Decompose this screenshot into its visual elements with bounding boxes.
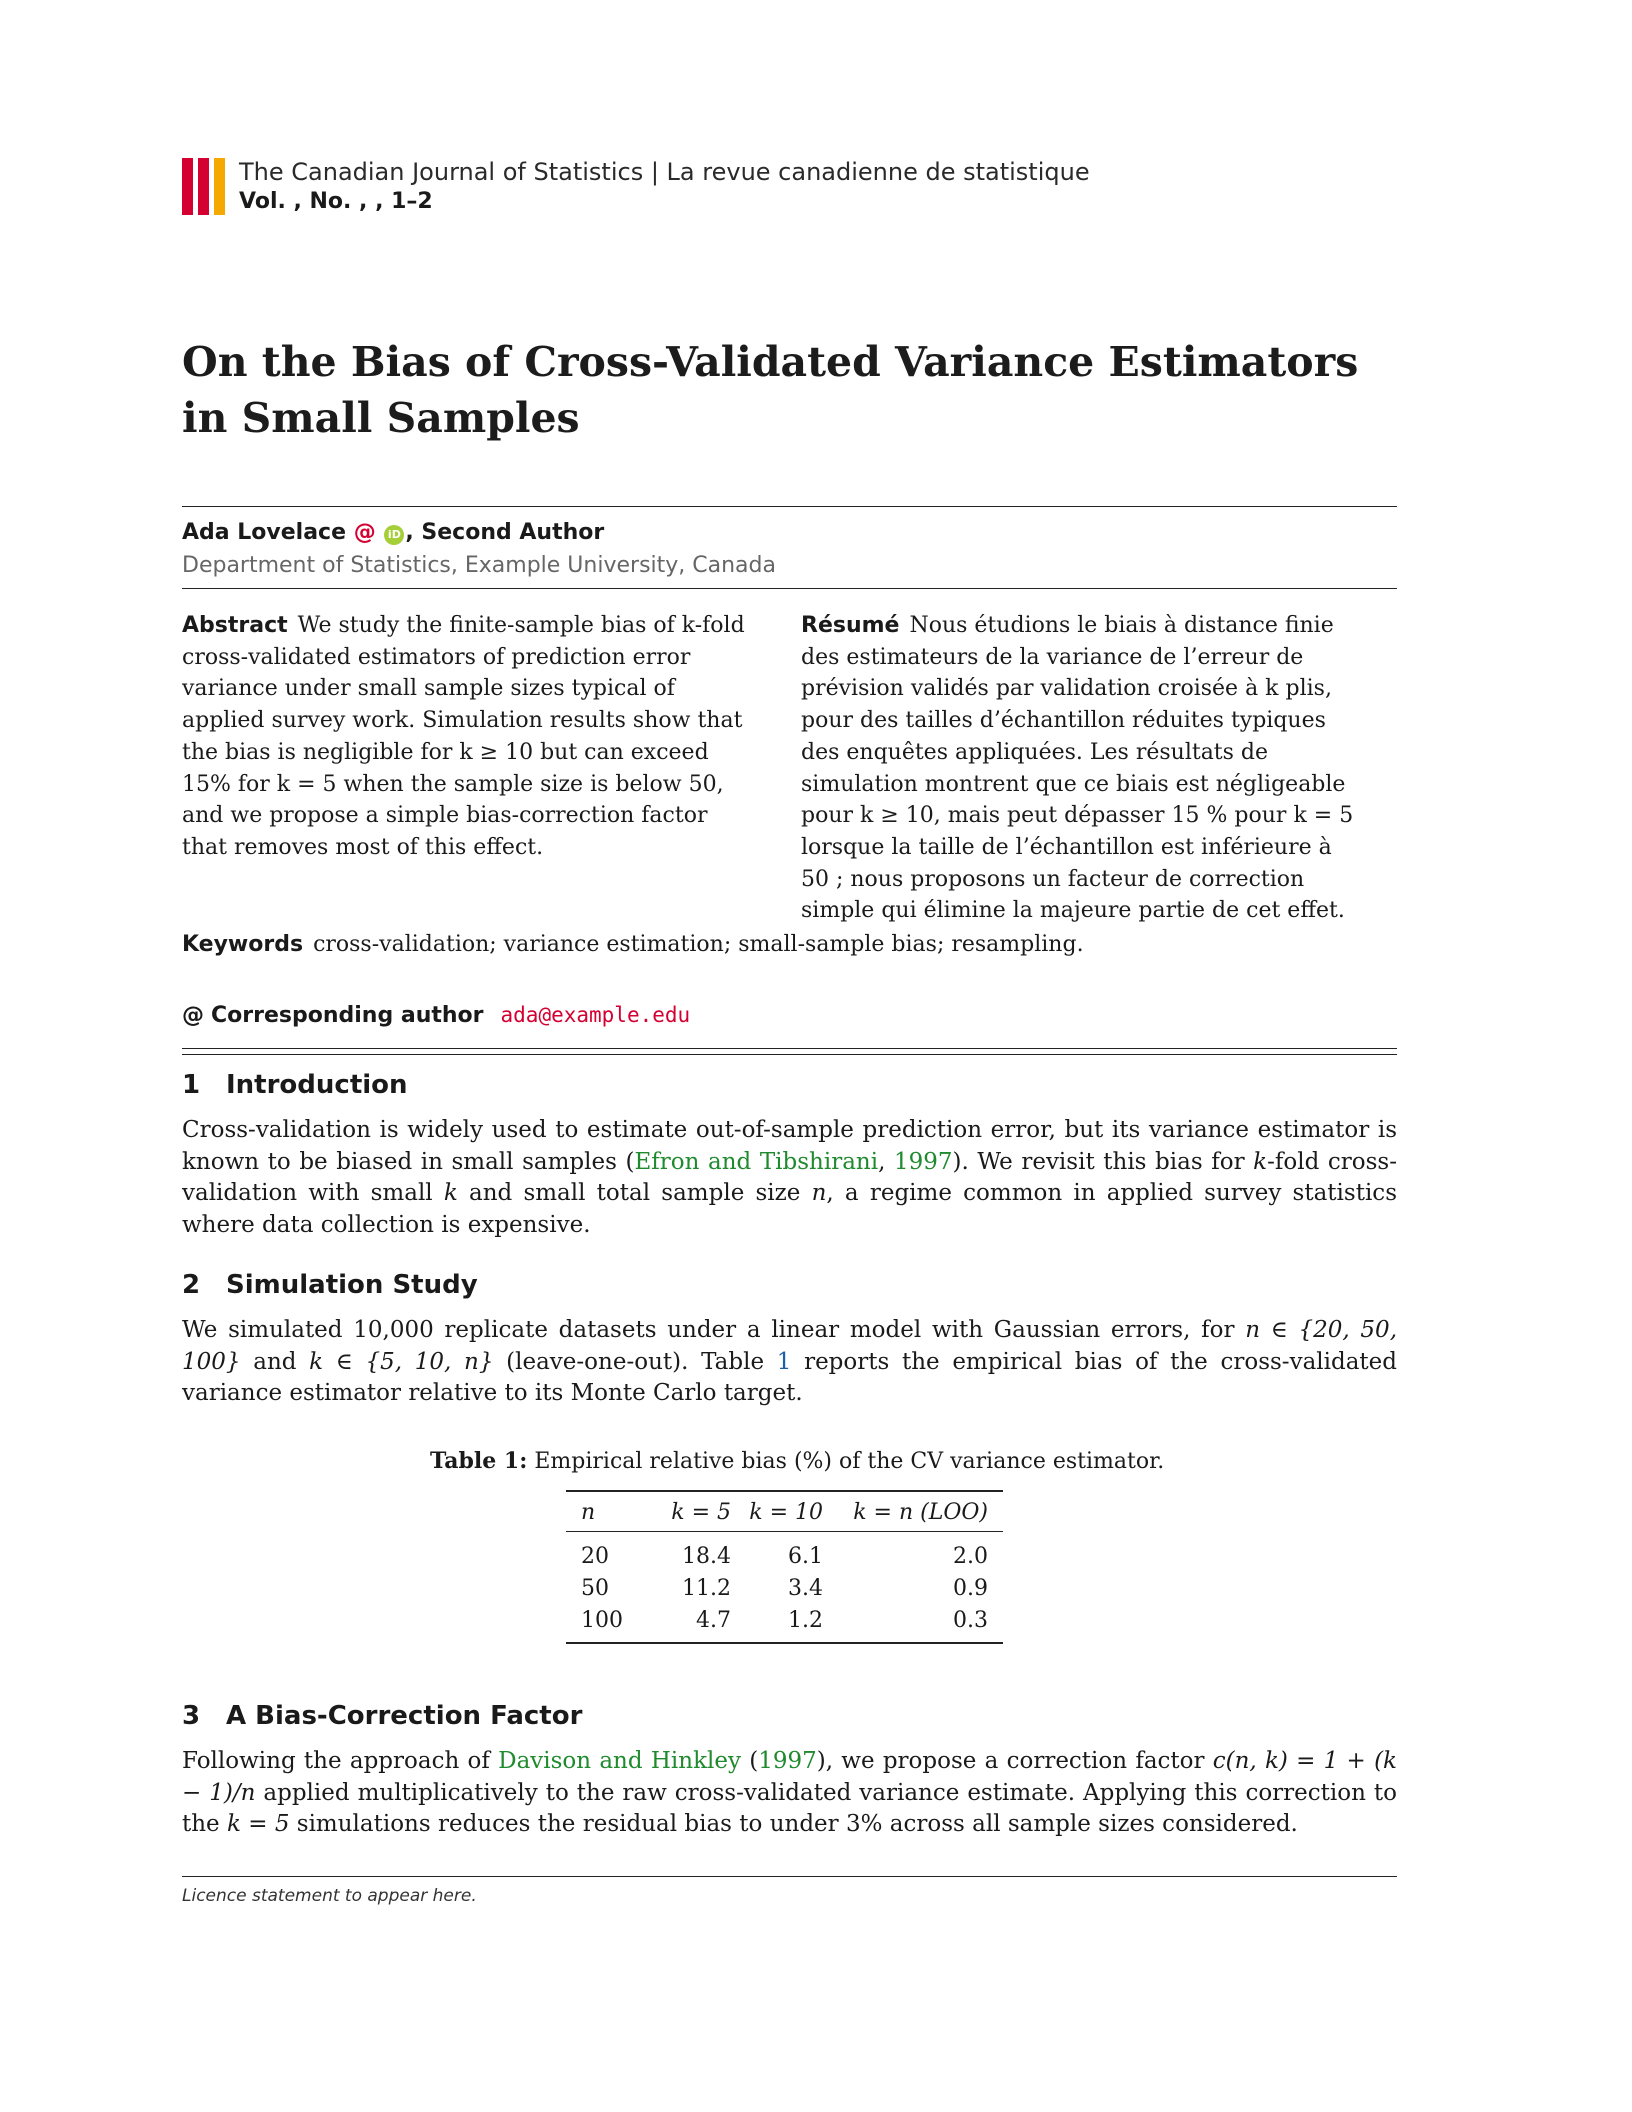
table-cell: 6.1 — [788, 1543, 823, 1569]
math-k: k — [1253, 1148, 1268, 1175]
paper-title — [182, 334, 1422, 446]
section-heading-introduction — [182, 1070, 408, 1100]
corresponding-email-link[interactable]: ada@example.edu — [500, 1003, 691, 1027]
keywords — [182, 932, 1084, 957]
citation-link-davison[interactable]: Davison and Hinkley — [498, 1748, 741, 1774]
paper-title-line-2: in Small Samples — [182, 394, 580, 442]
table-header-cell: n — [566, 1491, 641, 1532]
section-title: Simulation Study — [226, 1270, 478, 1300]
section-title: Introduction — [226, 1070, 408, 1100]
table-cell: 100 — [581, 1607, 623, 1633]
abstract — [182, 610, 747, 864]
section-number: 2 — [182, 1270, 201, 1300]
licence-statement: Licence statement to appear here. — [182, 1886, 477, 1906]
front-matter-double-rule-1 — [182, 1048, 1397, 1049]
corresponding-author — [182, 1003, 690, 1028]
table-cell: 4.7 — [696, 1607, 731, 1633]
resume — [801, 610, 1366, 927]
corresponding-author-icon: @ — [353, 520, 376, 545]
table-header-cell: k = n (LOO) — [823, 1491, 1003, 1532]
corresponding-label: Corresponding author — [211, 1003, 484, 1028]
table-cell: 11.2 — [682, 1575, 731, 1601]
section-title: A Bias-Correction Factor — [226, 1701, 583, 1731]
table-row — [566, 1604, 1003, 1643]
authors-bottom-rule — [182, 588, 1397, 589]
text-run: (leave-one-out). Table — [493, 1348, 777, 1375]
text-run: reports the empirical bias of the cross-validated variance estimator relative to its Monte Carlo target. — [182, 1348, 1398, 1406]
paper-title-line-1: On the Bias of Cross-Validated Variance Estimators — [182, 338, 1359, 386]
resume-heading: Résumé — [801, 613, 900, 638]
abstract-heading: Abstract — [182, 613, 288, 638]
simulation-paragraph — [182, 1315, 1397, 1410]
journal-logo-bar-1 — [182, 158, 193, 215]
text-run: ( — [740, 1748, 759, 1774]
keywords-label: Keywords — [182, 932, 304, 957]
math-set-n: n ∈ {20, 50, 100} — [182, 1317, 1398, 1375]
table-cell: 3.4 — [788, 1575, 823, 1601]
keywords-text: cross-validation; variance estimation; small-sample bias; resampling. — [313, 932, 1084, 957]
table-reference-link[interactable]: 1 — [776, 1348, 792, 1375]
text-run: , a regime common in applied survey statistics where data collection is expensive. — [182, 1180, 1397, 1238]
section-number: 3 — [182, 1701, 201, 1731]
section-number: 1 — [182, 1070, 201, 1100]
at-icon: @ — [182, 1003, 204, 1028]
author-name-second: , Second Author — [405, 520, 605, 545]
table-header-cell: k = 5 — [641, 1491, 731, 1532]
journal-logo-bar-3 — [214, 158, 225, 215]
math-correction-formula: c(n, k) = 1 + (k − 1)/n — [182, 1748, 1397, 1806]
text-run: Cross-validation is widely used to estimate out-of-sample prediction error, but its variance estimator is known to be biased in small samples ( — [182, 1117, 1397, 1175]
text-run: -fold cross-validation with small — [182, 1148, 1397, 1206]
table-row — [566, 1532, 1003, 1573]
citation-link-efron[interactable]: Efron and Tibshirani — [634, 1148, 879, 1175]
journal-volume: Vol. , No. , , 1–2 — [239, 189, 433, 214]
table-cell: 2.0 — [953, 1543, 988, 1569]
results-table — [566, 1490, 1003, 1644]
table-cell: 0.3 — [953, 1607, 988, 1633]
resume-text: Nous étudions le biais à distance finie des estimateurs de la variance de l’erreur de prévision validés par validation croisée à k plis, pour des tailles d’échantillon réduites typiques des enquêtes appliquées. Les résultats de simulation montrent que ce biais est négligeable pour k ≥ 10, mais peut dépasser 15 % pour k = 5 lorsque la taille de l’échantillon est inférieure à 50 ; nous proposons un facteur de correction simple qui élimine la majeure partie de cet effet. — [801, 613, 1354, 924]
section-heading-simulation-study — [182, 1270, 478, 1300]
math-k-equals-5: k = 5 — [226, 1811, 290, 1837]
table-row — [566, 1572, 1003, 1604]
table-caption — [430, 1448, 1164, 1474]
table-cell: 20 — [581, 1543, 609, 1569]
math-n: n — [811, 1180, 827, 1206]
orcid-icon[interactable]: iD — [384, 525, 404, 545]
table-header-row — [566, 1491, 1003, 1532]
table-header-cell: k = 10 — [731, 1491, 823, 1532]
text-run: ). We revisit this bias for — [952, 1148, 1254, 1175]
math-k: k — [443, 1180, 458, 1206]
footer-rule — [182, 1876, 1397, 1877]
citation-year-link[interactable]: 1997 — [893, 1148, 953, 1175]
text-run: Following the approach of — [182, 1748, 499, 1774]
table-caption-text: Empirical relative bias (%) of the CV variance estimator. — [534, 1449, 1165, 1474]
table-cell: 0.9 — [953, 1575, 988, 1601]
table-caption-label: Table 1: — [430, 1448, 528, 1474]
author-list — [182, 520, 604, 545]
journal-logo-bar-2 — [198, 158, 209, 215]
bias-correction-paragraph — [182, 1746, 1397, 1841]
author-affiliation: Department of Statistics, Example University, Canada — [182, 553, 776, 578]
abstract-text: We study the finite-sample bias of k-fold cross-validated estimators of prediction error variance under small sample sizes typical of applied survey work. Simulation results show that the bias is negligible for k ≥ 10 but can exceed 15% for k = 5 when the sample size is below 50, and we propose a simple bias-correction factor that removes most of this effect. — [182, 613, 745, 860]
table-cell: 1.2 — [788, 1607, 823, 1633]
table-cell: 50 — [581, 1575, 609, 1601]
author-name-first: Ada Lovelace — [182, 520, 347, 545]
math-set-k: k ∈ {5, 10, n} — [309, 1348, 494, 1375]
text-run: and small total sample size — [457, 1180, 812, 1206]
text-run: simulations reduces the residual bias to under 3% across all sample sizes considered. — [289, 1811, 1298, 1837]
text-run: applied multiplicatively to the raw cross-validated variance estimate. Applying this correction to the — [182, 1779, 1397, 1837]
section-heading-bias-correction — [182, 1701, 582, 1731]
table-cell: 18.4 — [682, 1543, 731, 1569]
introduction-paragraph — [182, 1115, 1397, 1241]
journal-title: The Canadian Journal of Statistics | La revue canadienne de statistique — [239, 158, 1090, 186]
text-run: , — [878, 1148, 894, 1175]
text-run: and — [240, 1348, 310, 1375]
text-run: ), we propose a correction factor — [816, 1748, 1213, 1774]
authors-top-rule — [182, 506, 1397, 507]
text-run: We simulated 10,000 replicate datasets under a linear model with Gaussian errors, for — [182, 1317, 1246, 1343]
citation-year-link[interactable]: 1997 — [758, 1748, 817, 1774]
front-matter-double-rule-2 — [182, 1054, 1397, 1055]
